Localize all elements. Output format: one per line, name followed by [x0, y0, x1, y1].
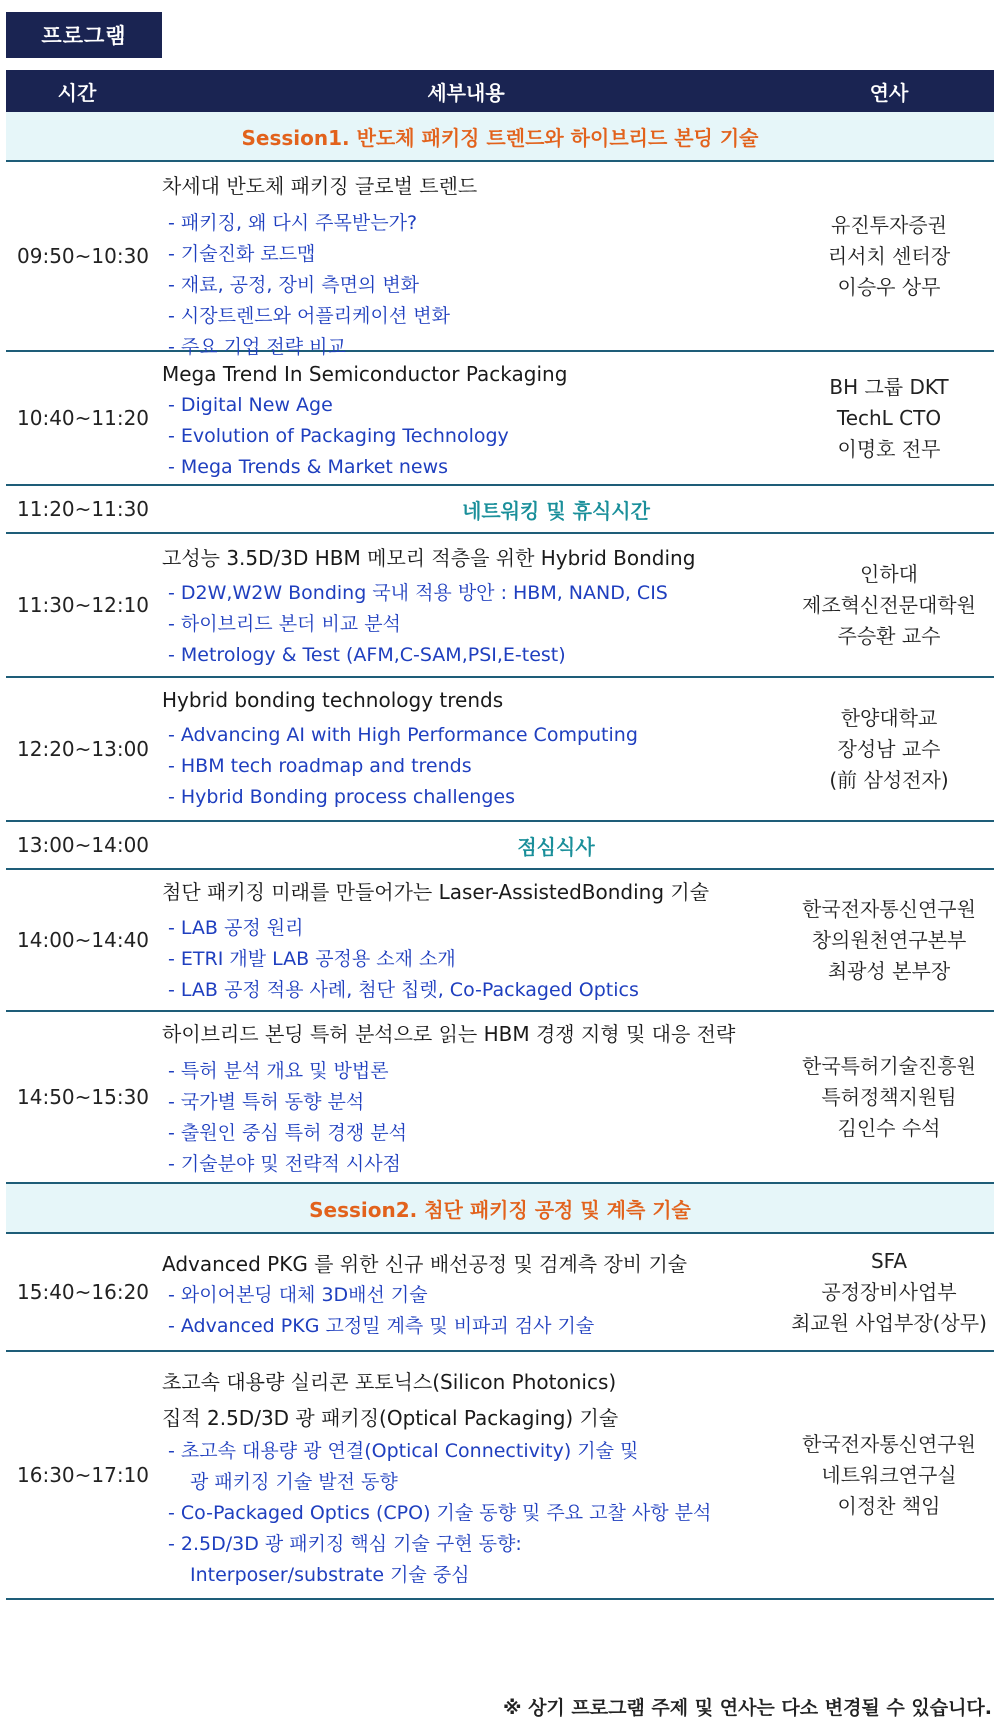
list-item: Interposer/substrate 기술 중심 [190, 1564, 470, 1586]
break-row [6, 486, 994, 534]
speaker-line: 최교원 사업부장(상무) [791, 1310, 987, 1335]
session2-header: Session2. 첨단 패키징 공정 및 계측 기술 [6, 1184, 994, 1234]
list-item: - Metrology & Test (AFM,C-SAM,PSI,E-test) [168, 644, 566, 666]
table-row [6, 534, 994, 678]
row-title: Mega Trend In Semiconductor Packaging [162, 362, 568, 386]
row-speaker [784, 870, 994, 1010]
speaker-line: 네트워크연구실 [821, 1462, 957, 1487]
list-item: - Digital New Age [168, 394, 333, 416]
row-speaker [784, 352, 994, 484]
speaker-line: 한양대학교 [840, 705, 938, 730]
session1-header: Session1. 반도체 패키징 트렌드와 하이브리드 본딩 기술 [6, 112, 994, 162]
list-item: - D2W,W2W Bonding 국내 적용 방안 : HBM, NAND, CIS [168, 582, 668, 604]
list-item: - 특허 분석 개요 및 방법론 [168, 1060, 389, 1082]
speaker-line: 창의원천연구본부 [811, 927, 967, 952]
speaker-line: TechL CTO [836, 405, 942, 430]
table-header [6, 70, 994, 112]
header-speaker: 연사 [869, 80, 909, 105]
speaker-line: 한국특허기술진흥원 [802, 1053, 976, 1078]
speaker-line: 한국전자통신연구원 [802, 896, 976, 921]
row-detail [148, 162, 784, 358]
row-speaker [784, 1234, 994, 1350]
row-title: 첨단 패키징 미래를 만들어가는 Laser-AssistedBonding 기술 [162, 880, 710, 904]
speaker-line: 주승환 교수 [837, 623, 941, 648]
list-item: - 국가별 특허 동향 분석 [168, 1091, 365, 1113]
row-time: 14:50~15:30 [17, 1085, 150, 1109]
row-detail [148, 678, 784, 820]
row-detail [148, 870, 784, 1010]
list-item: - 출원인 중심 특허 경쟁 분석 [168, 1122, 407, 1144]
header-time: 시간 [57, 80, 97, 105]
list-item: - 패키징, 왜 다시 주목받는가? [168, 212, 418, 234]
list-item: - 주요 기업 전략 비교 [168, 336, 346, 358]
row-title: 차세대 반도체 패키징 글로벌 트렌드 [162, 174, 478, 198]
table-row [6, 1352, 994, 1600]
list-item: - LAB 공정 적용 사례, 첨단 칩렛, Co-Packaged Optics [168, 979, 639, 1001]
row-title: 고성능 3.5D/3D HBM 메모리 적층을 위한 Hybrid Bonding [162, 546, 696, 570]
row-time: 09:50~10:30 [17, 244, 150, 268]
row-time: 11:20~11:30 [17, 497, 150, 521]
footnote: ※ 상기 프로그램 주제 및 연사는 다소 변경될 수 있습니다. [502, 1697, 992, 1719]
row-speaker [784, 678, 994, 820]
header-detail: 세부내용 [427, 80, 505, 105]
speaker-line: 인하대 [860, 561, 918, 586]
list-item: - Advanced PKG 고정밀 계측 및 비파괴 검사 기술 [168, 1315, 595, 1337]
break-row [6, 822, 994, 870]
list-item: - LAB 공정 원리 [168, 917, 304, 939]
speaker-line: 유진투자증권 [831, 212, 947, 237]
list-item: - Hybrid Bonding process challenges [168, 786, 515, 808]
break-label: 네트워킹 및 휴식시간 [462, 498, 650, 523]
row-speaker [784, 1352, 994, 1598]
speaker-line: 이정찬 책임 [837, 1493, 941, 1518]
speaker-line: 공정장비사업부 [821, 1279, 957, 1304]
row-time: 14:00~14:40 [17, 928, 150, 952]
speaker-line: 리서치 센터장 [827, 243, 951, 268]
list-item: - Co-Packaged Optics (CPO) 기술 동향 및 주요 고찰 사항 분석 [168, 1502, 712, 1524]
speaker-line: 특허정책지원팀 [821, 1084, 957, 1109]
row-speaker [784, 162, 994, 350]
list-item: - 하이브리드 본더 비교 분석 [168, 613, 401, 635]
speaker-line: 한국전자통신연구원 [802, 1431, 976, 1456]
row-title: Advanced PKG 를 위한 신규 배선공정 및 검계측 장비 기술 [162, 1252, 688, 1276]
speaker-line: BH 그룹 DKT [829, 374, 949, 399]
row-detail [148, 1352, 784, 1598]
table-row [6, 870, 994, 1012]
speaker-line: 이승우 상무 [837, 274, 941, 299]
speaker-line: 김인수 수석 [837, 1115, 941, 1140]
break-label: 점심식사 [517, 834, 595, 859]
row-time: 15:40~16:20 [17, 1280, 150, 1304]
list-item: - 기술분야 및 전략적 시사점 [168, 1153, 401, 1175]
list-item: - 기술진화 로드맵 [168, 243, 316, 265]
list-item: 광 패키징 기술 발전 동향 [190, 1471, 398, 1493]
list-item: - Evolution of Packaging Technology [168, 425, 509, 447]
row-time: 13:00~14:00 [17, 833, 150, 857]
table-row [6, 1234, 994, 1352]
row-detail [148, 534, 784, 676]
row-title: Hybrid bonding technology trends [162, 688, 504, 712]
speaker-line: 최광성 본부장 [827, 958, 951, 983]
list-item: - 초고속 대용량 광 연결(Optical Connectivity) 기술 및 [168, 1440, 639, 1462]
row-title: 하이브리드 본딩 특허 분석으로 읽는 HBM 경쟁 지형 및 대응 전략 [162, 1022, 736, 1046]
program-badge: 프로그램 [6, 12, 162, 58]
list-item: - Advancing AI with High Performance Computing [168, 724, 638, 746]
row-speaker [784, 534, 994, 676]
row-speaker [784, 1012, 994, 1182]
row-time: 10:40~11:20 [17, 406, 150, 430]
list-item: - 와이어본딩 대체 3D배선 기술 [168, 1284, 428, 1306]
list-item: - 시장트렌드와 어플리케이션 변화 [168, 305, 450, 327]
list-item: - HBM tech roadmap and trends [168, 755, 472, 777]
speaker-line: SFA [870, 1248, 908, 1273]
speaker-line: 장성남 교수 [837, 736, 941, 761]
list-item: - ETRI 개발 LAB 공정용 소재 소개 [168, 948, 456, 970]
row-title: 집적 2.5D/3D 광 패키징(Optical Packaging) 기술 [162, 1406, 619, 1430]
list-item: - Mega Trends & Market news [168, 456, 449, 478]
speaker-line: (前 삼성전자) [829, 767, 949, 792]
table-row [6, 352, 994, 486]
table-row [6, 162, 994, 358]
row-time: 16:30~17:10 [17, 1463, 150, 1487]
row-detail [148, 1234, 784, 1350]
speaker-line: 이명호 전무 [837, 436, 941, 461]
row-time: 11:30~12:10 [17, 593, 150, 617]
list-item: - 2.5D/3D 광 패키징 핵심 기술 구현 동향: [168, 1533, 522, 1555]
row-title: 초고속 대용량 실리콘 포토닉스(Silicon Photonics) [162, 1370, 617, 1394]
speaker-line: 제조혁신전문대학원 [802, 592, 976, 617]
row-detail [148, 1012, 784, 1182]
row-time: 12:20~13:00 [17, 737, 150, 761]
row-detail [148, 352, 784, 484]
table-row [6, 678, 994, 822]
table-row [6, 1012, 994, 1184]
list-item: - 재료, 공정, 장비 측면의 변화 [168, 274, 420, 296]
program-table [6, 70, 994, 1600]
